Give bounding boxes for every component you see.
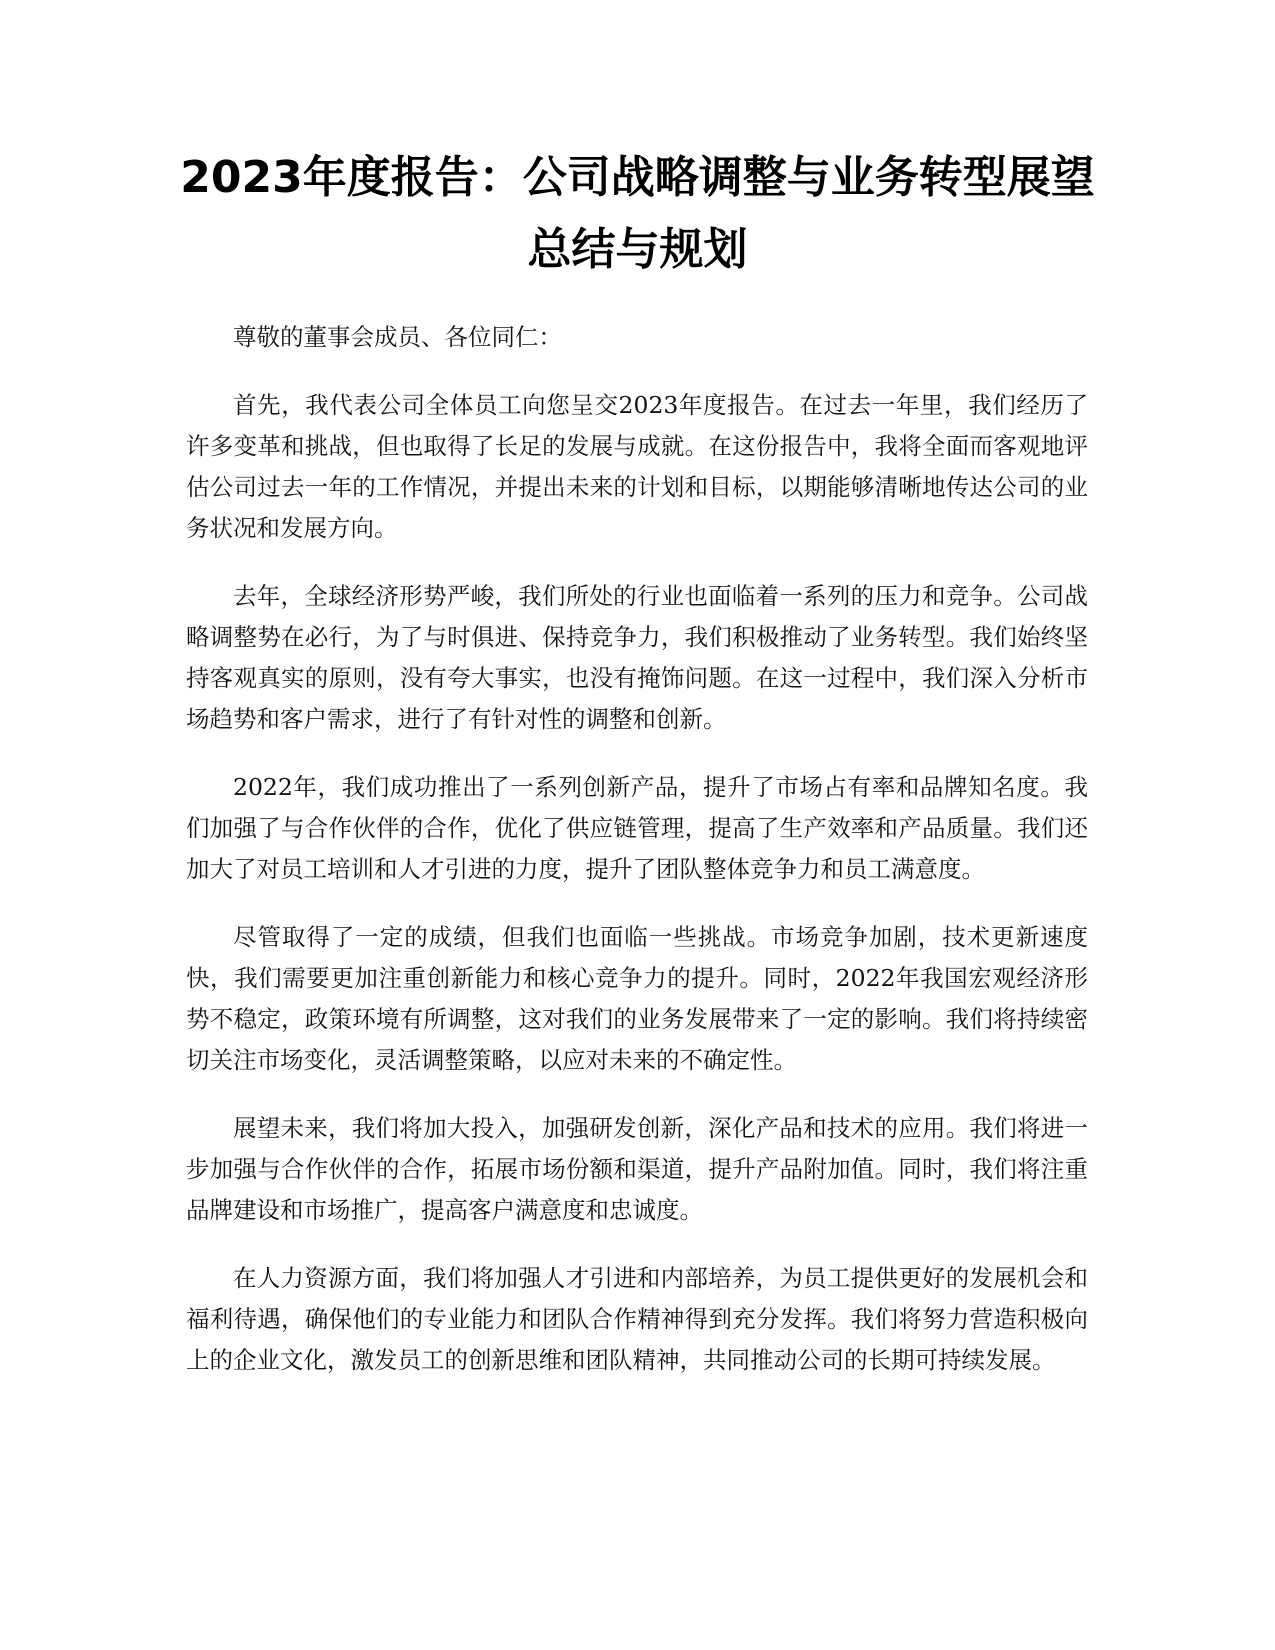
body-paragraph-1: 首先，我代表公司全体员工向您呈交2023年度报告。在过去一年里，我们经历了许多变革和挑战，但也取得了长足的发展与成就。在这份报告中，我将全面而客观地评估公司过去一年的工作情况，并提出未来的计划和目标，以期能够清晰地传达公司的业务状况和发展方向。 [186,391,1088,542]
body-paragraph-5: 展望未来，我们将加大投入，加强研发创新，深化产品和技术的应用。我们将进一步加强与合作伙伴的合作，拓展市场份额和渠道，提升产品附加值。同时，我们将注重品牌建设和市场推广，提高客户满意度和忠诚度。 [186,1114,1088,1224]
greeting-paragraph: 尊敬的董事会成员、各位同仁： [233,323,562,351]
body-paragraph-3: 2022年，我们成功推出了一系列创新产品，提升了市场占有率和品牌知名度。我们加强了与合作伙伴的合作，优化了供应链管理，提高了生产效率和产品质量。我们还加大了对员工培训和人才引进的力度，提升了团队整体竞争力和员工满意度。 [186,773,1088,883]
document-title: 2023年度报告：公司战略调整与业务转型展望总结与规划 [180,152,1095,275]
body-paragraph-6: 在人力资源方面，我们将加强人才引进和内部培养，为员工提供更好的发展机会和福利待遇，确保他们的专业能力和团队合作精神得到充分发挥。我们将努力营造积极向上的企业文化，激发员工的创新思维和团队精神，共同推动公司的长期可持续发展。 [186,1264,1088,1374]
document-body [186,317,1088,1408]
body-paragraph-2: 去年，全球经济形势严峻，我们所处的行业也面临着一系列的压力和竞争。公司战略调整势在必行，为了与时俱进、保持竞争力，我们积极推动了业务转型。我们始终坚持客观真实的原则，没有夸大事实，也没有掩饰问题。在这一过程中，我们深入分析市场趋势和客户需求，进行了有针对性的调整和创新。 [186,582,1088,733]
body-paragraph-4: 尽管取得了一定的成绩，但我们也面临一些挑战。市场竞争加剧，技术更新速度快，我们需要更加注重创新能力和核心竞争力的提升。同时，2022年我国宏观经济形势不稳定，政策环境有所调整，这对我们的业务发展带来了一定的影响。我们将持续密切关注市场变化，灵活调整策略，以应对未来的不确定性。 [186,923,1088,1074]
